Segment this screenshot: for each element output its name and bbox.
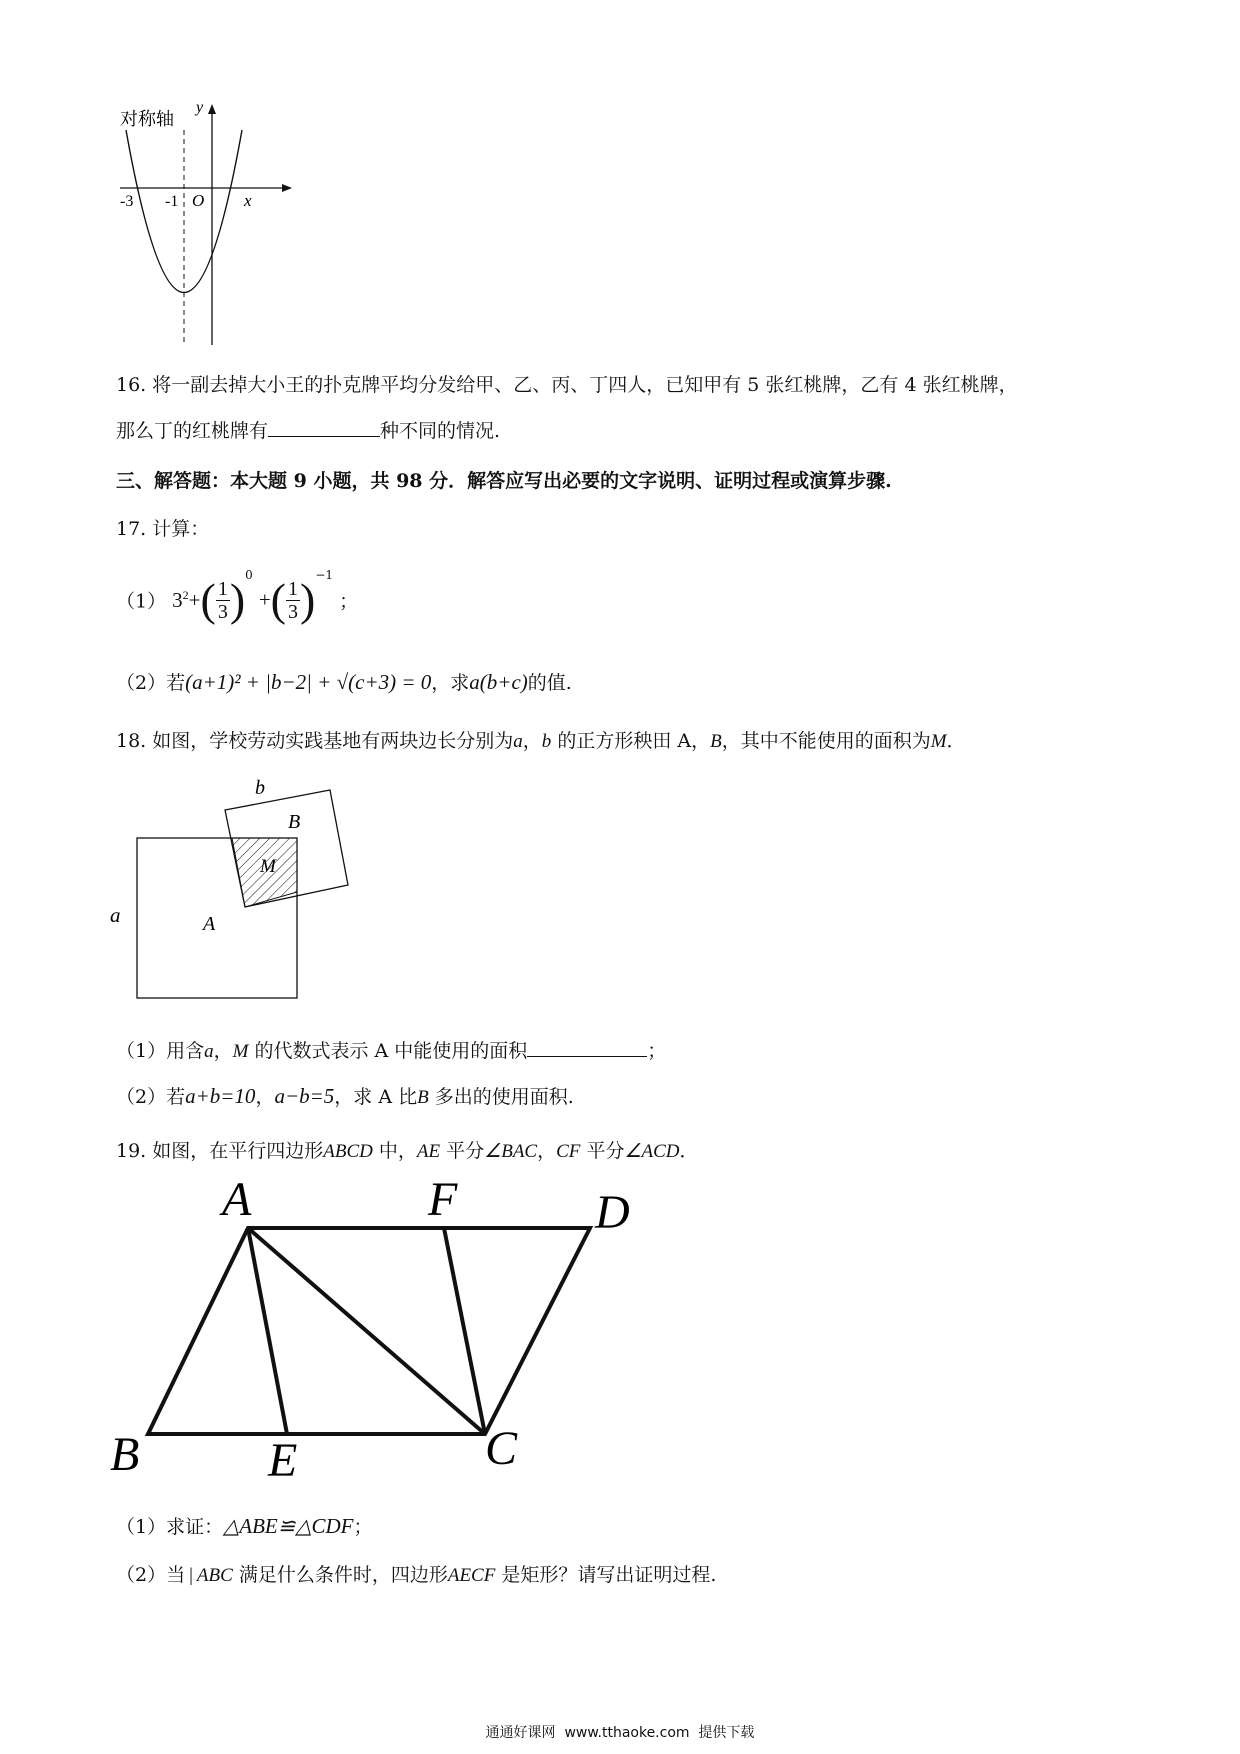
q18-stem-mid: 的正方形秧田 A， xyxy=(551,730,711,752)
q19-acd: ∠ACD xyxy=(624,1141,680,1162)
footer-text: 通通好课网 www.tthaoke.com 提供下载 xyxy=(485,1725,755,1741)
q17-title: 17. 计算： xyxy=(116,518,210,540)
q19-p1-end: ； xyxy=(353,1516,373,1538)
q17-frac2: $\frac{1}{3}$ xyxy=(288,577,298,623)
q18-var-B: B xyxy=(710,731,722,752)
vertex-A: A xyxy=(222,1180,252,1226)
q19-p2-end: 是矩形？请写出证明过程. xyxy=(495,1564,717,1586)
q19-p2-abc: ABC xyxy=(196,1565,233,1586)
q19-p1-expr: △ABE≌△CDF xyxy=(223,1514,354,1538)
q18-p1-comma: ， xyxy=(213,1040,233,1062)
q17-exp0: 0 xyxy=(245,568,253,582)
q17-p2-expr: (a+1)² + |b−2| + √(c+3) = 0 xyxy=(185,670,432,694)
q19-p2-mid: 满足什么条件时，四边形 xyxy=(232,1564,448,1586)
q19-p2-bar: | xyxy=(189,1565,193,1586)
q18-p2-mid: ，求 A 比 xyxy=(334,1086,418,1108)
q16-line2-pre: 那么丁的红桃牌有 xyxy=(116,420,269,442)
q18-p2-pre: （2）若 xyxy=(116,1086,186,1108)
fig-label-B: B xyxy=(288,811,301,833)
vertex-E: E xyxy=(268,1434,298,1480)
y-axis-label: y xyxy=(196,100,204,116)
q18-part2 xyxy=(116,1082,574,1109)
q17-plus1: + xyxy=(188,587,201,612)
q17-p2-label: （2）若 xyxy=(116,672,186,694)
x-axis-label: x xyxy=(244,191,252,210)
q17-exp-neg1: −1 xyxy=(315,568,334,582)
parabola-graph xyxy=(120,100,300,350)
q19-mid2: 平分 xyxy=(440,1140,485,1162)
vertex-C: C xyxy=(485,1422,518,1475)
q18-p1-post: 的代数式表示 A 中能使用的面积 xyxy=(248,1040,528,1062)
fig-label-a: a xyxy=(110,903,121,927)
q19-stem-pre: 19. 如图，在平行四边形 xyxy=(116,1140,324,1162)
q18-p1-a: a xyxy=(204,1041,214,1062)
q18-stem-pre: 18. 如图，学校劳动实践基地有两块边长分别为 xyxy=(116,730,514,752)
q19-part2 xyxy=(116,1560,716,1587)
q17-semicolon: ； xyxy=(339,590,359,613)
q18-var-a: a xyxy=(513,731,523,752)
q17-base: 3 xyxy=(172,587,183,612)
q19-bac: ∠BAC xyxy=(484,1141,538,1162)
fig-label-M: M xyxy=(260,856,276,877)
q18-p2-comma: ， xyxy=(255,1086,275,1108)
q19-comma: ， xyxy=(537,1140,557,1162)
q19-mid1: 中， xyxy=(372,1140,417,1162)
q17-plus2: + xyxy=(258,587,271,612)
q17-p2-end: 的值. xyxy=(527,672,572,694)
q18-p2-end: 多出的使用面积. xyxy=(428,1086,574,1108)
symmetry-axis-label: 对称轴 xyxy=(120,109,174,129)
vertex-D: D xyxy=(595,1186,630,1239)
q19-ae: AE xyxy=(416,1141,441,1162)
q17-part2 xyxy=(116,668,572,695)
q18-var-b: b xyxy=(541,731,552,752)
q18-squares-figure xyxy=(100,770,360,1010)
q18-answer-blank[interactable] xyxy=(527,1038,647,1057)
q18-part1 xyxy=(116,1036,666,1063)
fig-label-A: A xyxy=(203,913,216,935)
q18-p2-B: B xyxy=(417,1087,429,1108)
q17-frac1: $\frac{1}{3}$ xyxy=(217,577,228,623)
q16-line1: 16. 将一副去掉大小王的扑克牌平均分发给甲、乙、丙、丁四人，已知甲有 5 张红桃牌，乙有 4 张红桃牌， xyxy=(116,374,1018,396)
tick-neg3: -3 xyxy=(120,193,134,210)
vertex-B: B xyxy=(110,1428,140,1480)
q19-stem xyxy=(116,1136,699,1163)
q19-part1 xyxy=(116,1512,373,1539)
q17-p2-target: a(b+c) xyxy=(469,670,528,694)
q17-part1: （1） $3^2+$( $\frac{1}{3}$ )$^0$ +( $\frac{1}{3}$ )$^{-1}$ ； xyxy=(116,568,359,625)
q16-line2 xyxy=(116,416,500,443)
q19-p2-pre: （2）当 xyxy=(116,1564,186,1586)
q19-abcd: ABCD xyxy=(323,1141,373,1162)
q18-stem-end: ，其中不能使用的面积为 xyxy=(721,730,931,752)
q17-exp2: 2 xyxy=(182,587,189,602)
q19-period: ． xyxy=(679,1140,699,1162)
section3-heading: 三、解答题：本大题 9 小题，共 98 分．解答应写出必要的文字说明、证明过程或演算步骤. xyxy=(116,470,892,492)
q19-p1-pre: （1）求证： xyxy=(116,1516,224,1538)
q18-p1-M: M xyxy=(232,1041,249,1062)
q18-p1-pre: （1）用含 xyxy=(116,1040,205,1062)
q16-answer-blank[interactable] xyxy=(268,418,380,437)
q16-line2-post: 种不同的情况. xyxy=(380,420,501,442)
q19-cf: CF xyxy=(556,1141,581,1162)
q19-p2-aecf: AECF xyxy=(447,1565,496,1586)
q17-p1-label: （1） xyxy=(116,590,167,613)
q19-parallelogram-figure xyxy=(100,1180,660,1480)
vertex-F: F xyxy=(428,1180,458,1226)
q17-p2-mid: ，求 xyxy=(431,672,470,694)
tick-neg1: -1 xyxy=(165,193,179,210)
q19-mid3: 平分 xyxy=(580,1140,625,1162)
q18-p1-end: ； xyxy=(647,1040,667,1062)
q18-var-M: M xyxy=(930,731,947,752)
q18-p2-eq1: a+b=10 xyxy=(185,1084,256,1108)
q18-p2-eq2: a−b=5 xyxy=(274,1084,335,1108)
q18-stem xyxy=(116,726,966,753)
q18-period: ． xyxy=(946,730,966,752)
fig-label-b: b xyxy=(255,777,265,799)
q18-comma: ， xyxy=(522,730,542,752)
origin-label: O xyxy=(192,191,205,210)
